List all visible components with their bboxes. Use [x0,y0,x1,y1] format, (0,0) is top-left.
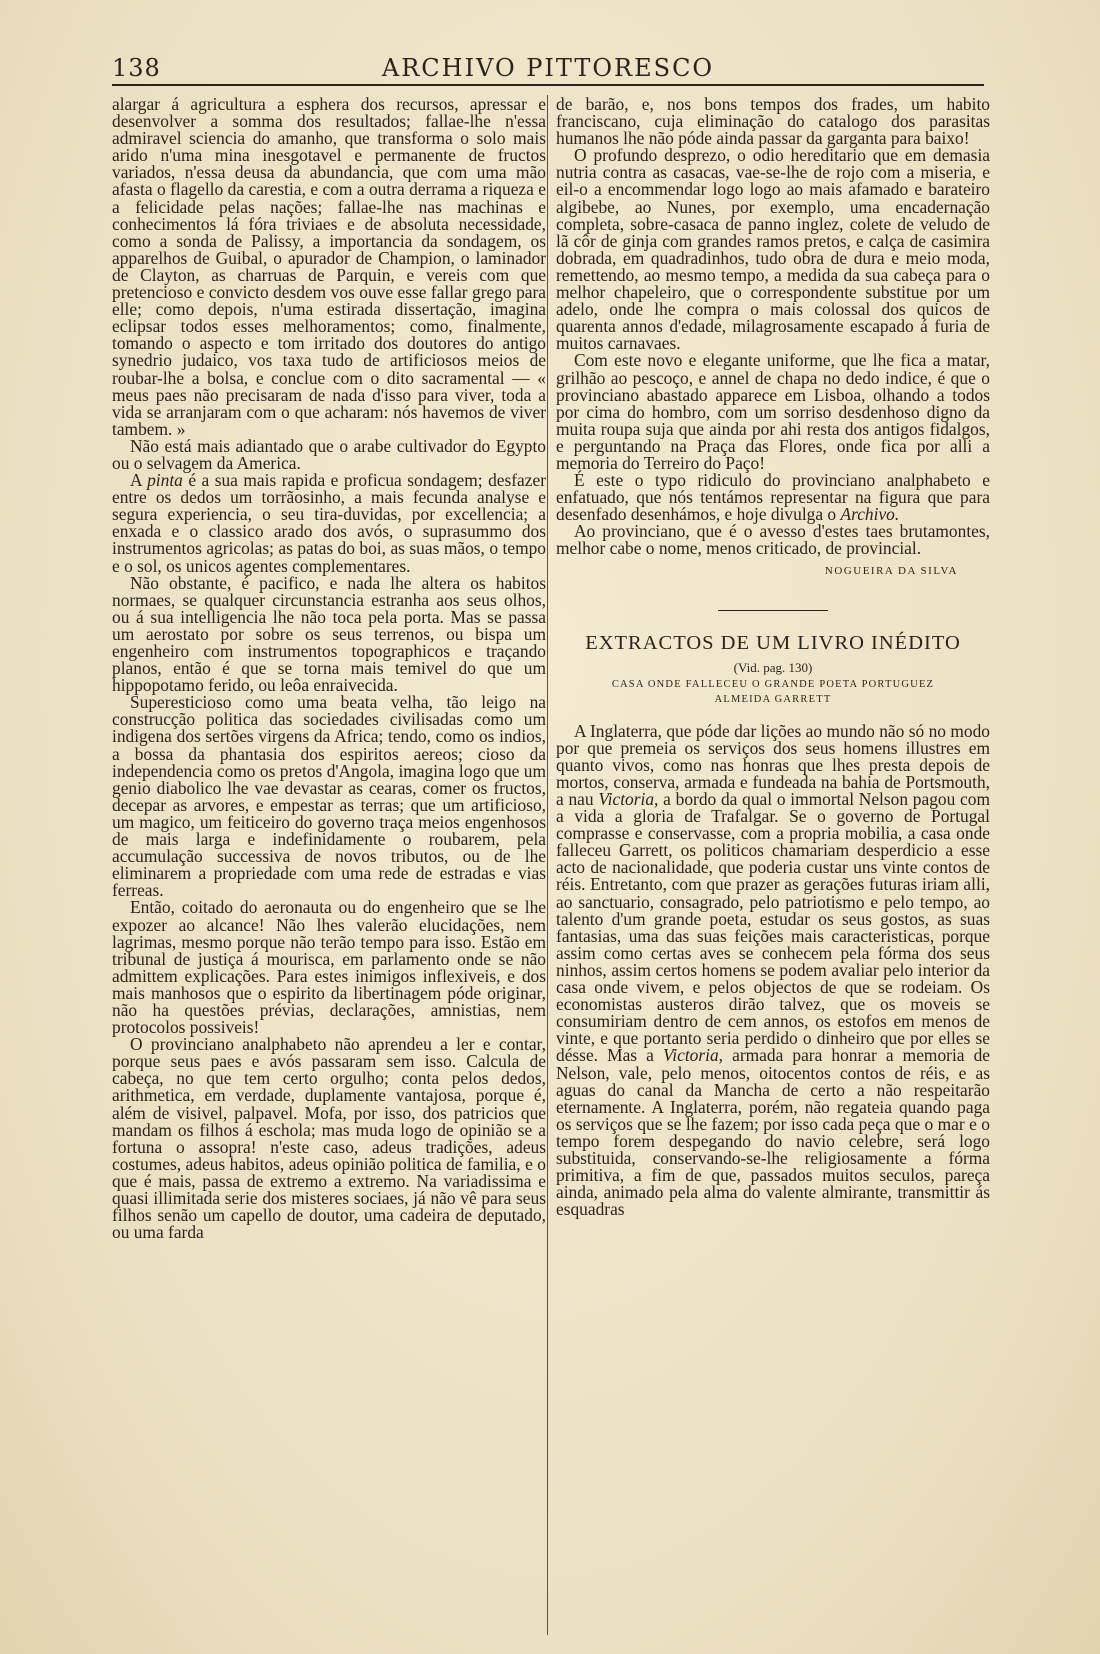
text-run: Ao provinciano, que é o avesso d'estes taes brutamontes, melhor cabe o nome, menos criticado, de provincial. [556,521,990,559]
italic-text: Victoria, [598,789,659,809]
paragraph [112,899,546,1036]
italic-text: pinta [147,470,183,491]
text-run: armada para honrar a memoria de Nelson, vale, pelo menos, oitocentos contos de réis, e as aguas do canal da Mancha de certo a não respeitarão eternamente. A Inglaterra, porém, não regateia quando paga os serviços que se lhe fazem; por isso cada peça que o mar e o tempo forem despegando do navio celebre, será logo substituida, conservando-se-lhe religiosamente a fórma primitiva, a fim de que, passados muitos seculos, pareça ainda, animado pela alma do valente almirante, transmittir ás esquadras [556,1045,990,1220]
text-run: alargar á agricultura a esphera dos recursos, apressar e desenvolver a somma dos resultados; fallae-lhe n'essa admiravel sciencia do amanho, que transforma o solo mais arido n'uma mina inesgotavel e permanente de fructos variados, n'essa deusa da abundancia, que com uma mão afasta o flagello da carestia, e com a outra derrama a riqueza e a felicidade pelas nações; fallae-lhe nas machinas e conhecimentos lá fóra triviaes e de absoluta necessidade, como a sonda de Palissy, a importancia da sondagem, os apparelhos de Guibal, o apurador de Champion, o laminador de Clayton, as charruas de Parquin, e vereis com que pretencioso e convicto desdem vos ouve esse fallar grego para elle; como depois, n'uma estirada dissertação, imagina eclipsar todos esses melhoramentos; como, finalmente, tomando o aspecto e tom irritado dos doutores do antigo synedrio judaico, vos taxa tudo de artificiosos meios de roubar-lhe a bolsa, e conclue com o dito sacramental — « meus paes não precisaram de nada d'isso para viver, toda a vida se arranjaram com o que acharam: nós havemos de viver tambem. » [112,94,546,439]
section-rule [718,610,828,611]
paragraph [556,472,990,523]
section-title: EXTRACTOS DE UM LIVRO INÉDITO [585,631,961,654]
right-column-paragraphs [556,96,990,558]
text-run: A [130,470,148,491]
header-rule [112,84,984,86]
page-number: 138 [112,54,161,82]
text-run: O provinciano analphabeto não aprendeu a ler e contar, porque seus paes e avós passaram sem isso. Calcula de cabeça, no que tem certo orgulho; conta pelos dedos, arithmetica, em verdade, duplamente vantajosa, porque é, além de visivel, palpavel. Mofa, por isso, dos patricios que mandam os filhos á eschola; mas muda logo de opinião se a fortuna o assopra! n'este caso, adeus tradições, adeus costumes, adeus habitos, adeus opinião politica de familia, e o que é mais, passa de extremo a extremo. Na variadissima e quasi illimitada serie dos misteres sociaes, já não vê para seus filhos senão um capello de doutor, uma cadeira de deputado, ou uma farda [112,1034,546,1243]
text-run: é a sua mais rapida e proficua sondagem; desfazer entre os dedos um torrãosinho, a mais fecunda analyse e segura experiencia, o seu tira-duvidas, por excellencia; a enxada e o classico arado dos avós, o suprasummo dos instrumentos agricolas; as patas do boi, as suas mãos, o tempo e o sol, os unicos agentes complementares. [112,470,547,576]
author-signature: NOGUEIRA DA SILVA [824,564,958,577]
paragraph [112,572,546,696]
right-column [556,96,990,1218]
paragraph [556,96,990,147]
section-body [556,720,990,1220]
paragraph [556,523,990,557]
section-subtitle: CASA ONDE FALLECEU O GRANDE POETA PORTUGUEZ [611,678,935,690]
italic-text: Archivo. [840,504,900,525]
section-subtitle-name: ALMEIDA GARRETT [714,693,832,705]
paragraph [112,96,546,438]
paragraph [112,1036,546,1241]
text-run: Com este novo e elegante uniforme, que lhe fica a matar, grilhão ao pescoço, e annel de chapa no dedo indice, é que o provinciano abastado apparece em Lisboa, olhando a todos por cima do hombro, com um sorriso desdenhoso digno da muita roupa suja que ainda por ahi resta dos antigos fidalgos, e perguntando na Praça das Flores, onde fica por alli a memoria do Terreiro do Paço! [556,350,990,473]
paragraph [112,435,546,473]
text-run: a bordo da qual o immortal Nelson pagou com a vida a gloria de Trafalgar. Se o governo de Portugal comprasse e conservasse, com a propria mobilia, a casa onde falleceu Garrett, os politicos chamariam desperdicio a esse acto de nacionalidade, que poderia custar uns vinte contos de réis. Entretanto, com que prazer as gerações futuras iriam alli, ao sanctuario, consagrado, pelo patriotismo e pelo tempo, ao talento d'um grande poeta, estudar os seus gostos, as suas fantasias, uma das suas feições mais caracteristicas, porque assim como certas aves se conhecem pela fórma dos seus ninhos, assim certos homens se podem avaliar pelo interior da casa onde vivem, e pelos objectos de que se rodeiam. Os economistas austeros dirão talvez, que os moveis se consumiriam dentro de cem annos, os estofos em menos de vinte, e que portanto seria perdido o dinheiro que por elles se désse. Mas a [556,789,990,1066]
paragraph [556,720,990,1220]
paragraph [556,352,990,472]
section-reference: (Vid. pag. 130) [733,659,813,675]
column-divider [547,95,548,1635]
text-run: O profundo desprezo, o odio hereditario que em demasia nutria contra as casacas, vae-se-lhe de rojo com a miseria, e eil-o a encommendar logo logo ao mais afamado e barateiro algibebe, ao Nunes, por exemplo, uma encadernação completa, sobre-casaca de panno inglez, colete de veludo de lã côr de ginja com grandes ramos pretos, e calça de casimira dobrada, em quadradinhos, tudo obra de dura e meio moda, remettendo, ao mesmo tempo, a medida da sua cabeça para o melhor chapeleiro, que o correspondente substitue por um adelo, onde lhe compra o mais colossal dos quicos de quarenta annos d'edade, milagrosamente escapado á furia de muitos carnavaes. [556,145,990,354]
text-run: A Inglaterra, que póde dar lições ao mundo não só no modo por que premeia os serviços dos seus homens illustres em quanto vivos, como nas honras que lhes presta depois de mortos, conserva, armada e fundeada na bahia de Portsmouth, a nau [556,720,990,809]
paragraph [112,472,546,575]
running-title: ARCHIVO PITTORESCO [381,54,715,82]
text-run: Então, coitado do aeronauta ou do engenheiro que se lhe expozer ao alcance! Não lhes valerão elucidações, nem lagrimas, mesmo porque não terão tempo para isso. Estão em tribunal de justiça á mourisca, em parlamento onde se não admittem explicações. Para estes inimigos inflexiveis, e dos mais manhosos que o espirito da libertinagem póde originar, não ha questões prévias, declarações, amnistias, nem protocolos possiveis! [112,897,546,1038]
page-header [112,54,984,84]
text-run: Não obstante, é pacifico, e nada lhe altera os habitos normaes, se qualquer circunstancia estranha aos seus olhos, ou á sua intelligencia lhe não toca pela porta. Mas se passa um aerostato por sobre os seus terrenos, ou bispa um engenheiro com instrumentos topographicos e traçando planos, então é que se torna mais temivel do que um hippopotamo ferido, ou leôa enraivecida. [112,572,546,696]
text-run: de barão, e, nos bons tempos dos frades, um habito franciscano, cuja eliminação do catalogo dos parasitas humanos lhe não póde ainda passar da garganta para baixo! [556,94,990,149]
text-run: Não está mais adiantado que o arabe cultivador do Egypto ou o selvagem da America. [112,435,546,473]
paragraph [112,694,546,899]
text-run: Superesticioso como uma beata velha, tão leigo na construcção politica das sociedades civilisadas como um indigena dos sertões virgens da Africa; tendo, como os indios, a bossa da phantasia dos espiritos aereos; cioso da independencia como os pretos d'Angola, imagina logo que um genio diabolico lhe vae devastar as cearas, comer os fructos, decepar as arvores, e empestar as terras; que um artificioso, um magico, um feiticeiro do governo traça meios engenhosos de mais larga e indefinidamente o roubarem, pela accumulação successiva de novos tributos, ou de lhe eliminarem a propriedade com uma rede de estradas e vias ferreas. [112,692,546,901]
text-run: É este o typo ridiculo do provinciano analphabeto e enfatuado, que nós tentámos representar na figura que para desenfado desenhámos, e hoje divulga o [556,470,990,525]
italic-text: Victoria, [662,1045,724,1066]
left-column [112,96,546,1241]
paragraph [556,147,990,352]
